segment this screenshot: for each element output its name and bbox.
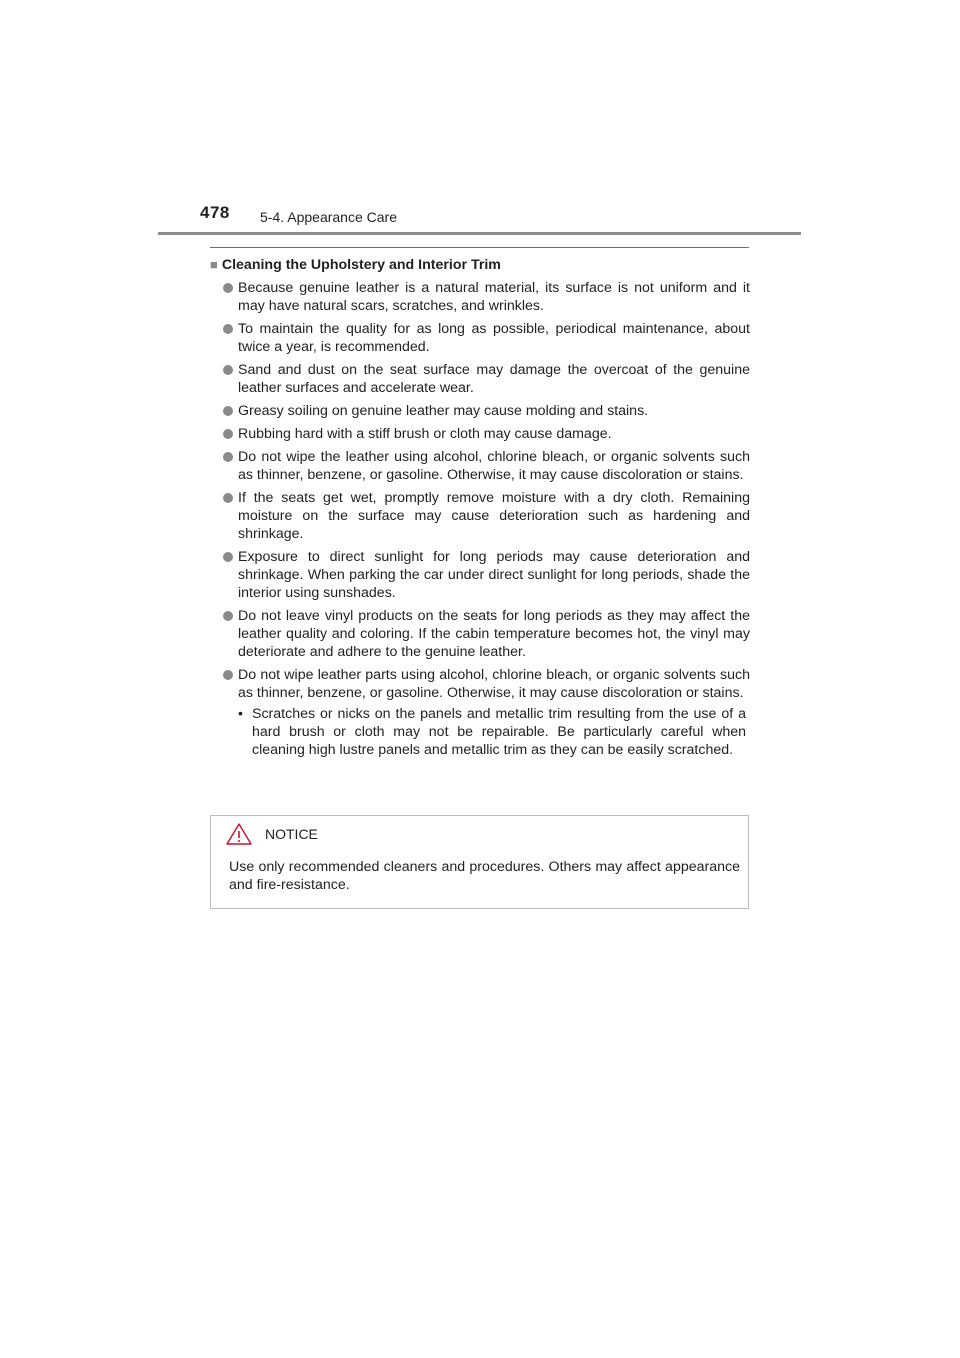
bullet-item	[210, 448, 750, 484]
circle-bullet-icon	[223, 493, 233, 503]
sub-bullet-item	[210, 705, 750, 759]
bullet-text: Do not wipe leather parts using alcohol, chlorine bleach, or organic solvents such as thinner, benzene, or gasoline. Otherwise, it may cause discoloration or stains.	[238, 667, 750, 701]
notice-label: NOTICE	[265, 826, 318, 842]
notice-box	[210, 815, 749, 909]
warning-triangle-icon	[225, 822, 253, 846]
subsection-heading	[210, 256, 750, 274]
content-top-divider	[210, 247, 749, 248]
circle-bullet-icon	[223, 452, 233, 462]
circle-bullet-icon	[223, 365, 233, 375]
circle-bullet-icon	[223, 670, 233, 680]
bullet-item	[210, 402, 750, 420]
bullet-text: Sand and dust on the seat surface may damage the overcoat of the genuine leather surfaces and accelerate wear.	[238, 362, 750, 396]
circle-bullet-icon	[223, 283, 233, 293]
bullet-item	[210, 425, 750, 443]
header-divider	[158, 232, 801, 235]
circle-bullet-icon	[223, 406, 233, 416]
bullet-item	[210, 607, 750, 661]
bullet-item	[210, 666, 750, 702]
bullet-text: Do not wipe the leather using alcohol, chlorine bleach, or organic solvents such as thinner, benzene, or gasoline. Otherwise, it may cause discoloration or stains.	[238, 449, 750, 483]
section-title: 5-4. Appearance Care	[260, 209, 397, 225]
bullet-item	[210, 320, 750, 356]
bullet-text: Rubbing hard with a stiff brush or cloth may cause damage.	[238, 426, 612, 442]
bullet-text: If the seats get wet, promptly remove moisture with a dry cloth. Remaining moisture on the surface may cause deterioration such as hardening and shrinkage.	[238, 490, 750, 542]
square-bullet-icon: ■	[210, 257, 218, 272]
subsection-heading-text: Cleaning the Upholstery and Interior Trim	[221, 257, 501, 273]
small-dot-icon: •	[238, 706, 243, 722]
circle-bullet-icon	[223, 429, 233, 439]
circle-bullet-icon	[223, 611, 233, 621]
bullet-text: Because genuine leather is a natural material, its surface is not uniform and it may have natural scars, scratches, and wrinkles.	[238, 280, 750, 314]
bullet-item	[210, 489, 750, 543]
sub-bullet-text: Scratches or nicks on the panels and metallic trim resulting from the use of a hard brush or cloth may not be repairable. Be particularly careful when cleaning high lustre panels and metallic trim as they can be easily scratched.	[252, 706, 746, 758]
bullet-text: Exposure to direct sunlight for long periods may cause deterioration and shrinkage. When parking the car under direct sunlight for long periods, shade the interior using sunshades.	[238, 549, 750, 601]
circle-bullet-icon	[223, 324, 233, 334]
bullet-item	[210, 548, 750, 602]
notice-text: Use only recommended cleaners and procedures. Others may affect appearance and fire-resistance.	[229, 859, 740, 893]
page-number: 478	[200, 203, 230, 222]
circle-bullet-icon	[223, 552, 233, 562]
bullet-text: Greasy soiling on genuine leather may cause molding and stains.	[238, 403, 649, 419]
bullet-text: Do not leave vinyl products on the seats for long periods as they may affect the leather quality and coloring. If the cabin temperature becomes hot, the vinyl may deteriorate and adhere to the genuine leather.	[238, 608, 750, 660]
bullet-item	[210, 279, 750, 315]
bullet-text: To maintain the quality for as long as possible, periodical maintenance, about twice a year, is recommended.	[238, 321, 750, 355]
bullet-item	[210, 361, 750, 397]
content-body	[210, 256, 750, 759]
